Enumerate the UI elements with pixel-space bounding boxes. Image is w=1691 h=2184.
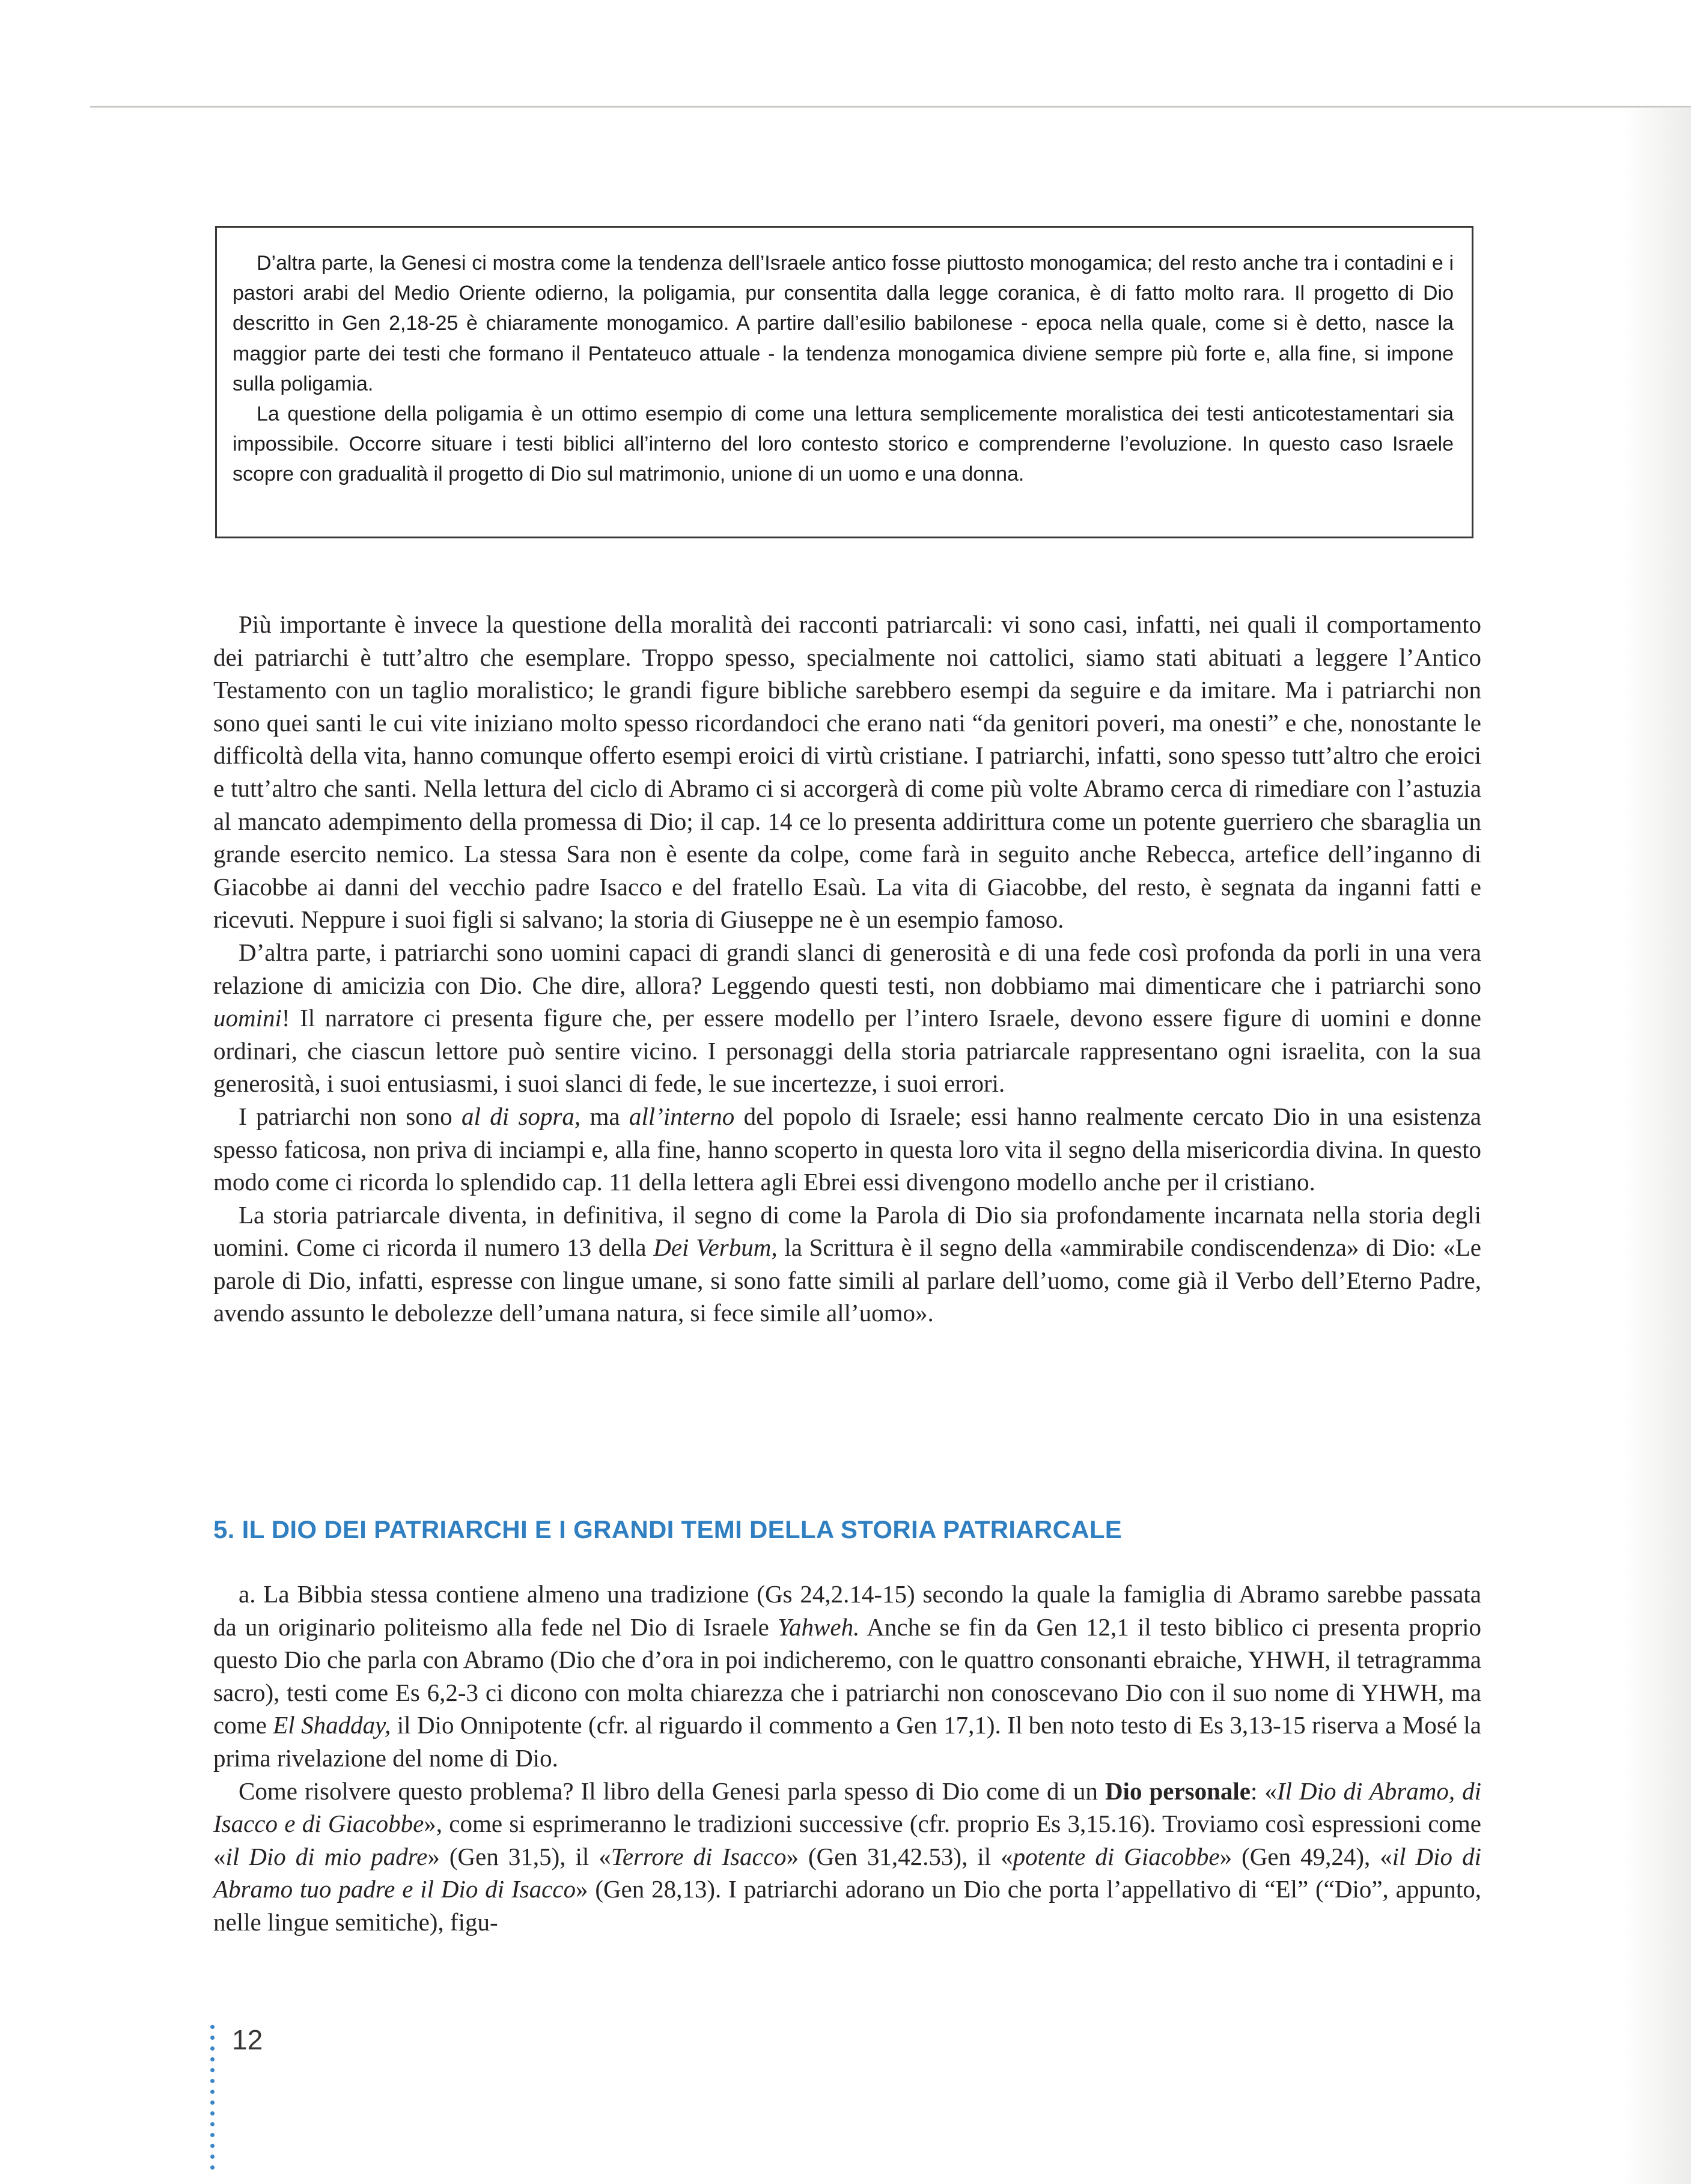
paragraph: a. La Bibbia stessa contiene almeno una tradizione (Gs 24,2.14-15) secondo la quale la famiglia di Abramo sarebbe passata da un originario politeismo alla fede nel Dio di Israele Yahweh. Anche se fin da Gen 12,1 il testo biblico ci presenta proprio questo Dio che parla con Abramo (Dio che d’ora in poi indicheremo, con le quattro consonanti ebraiche, YHWH, il tetragramma sacro), testi come Es 6,2-3 ci dicono con molta chiarezza che i patriarchi non conoscevano Dio con il suo nome di YHWH, ma come El Shadday, il Dio Onnipotente (cfr. al riguardo il commento a Gen 17,1). Il ben noto testo di Es 3,13-15 riserva a Mosé la prima rivelazione del nome di Dio. xyxy=(213,1580,1482,1772)
section-heading: 5. IL DIO DEI PATRIARCHI E I GRANDI TEMI DELLA STORIA PATRIARCALE xyxy=(213,1515,1123,1544)
page-fold-shadow xyxy=(1622,108,1691,2184)
paragraph: Come risolvere questo problema? Il libro della Genesi parla spesso di Dio come di un Dio personale: «Il Dio di Abramo, di Isacco e di Giacobbe», come si esprimeranno le tradizioni successive (cfr. proprio Es 3,15.16). Troviamo così espressioni come «il Dio di mio padre» (Gen 31,5), il «Terrore di Isacco» (Gen 31,42.53), il «potente di Giacobbe» (Gen 49,24), «il Dio di Abramo tuo padre e il Dio di Isacco» (Gen 28,13). I patriarchi adorano un Dio che porta l’appellativo di “El” (“Dio”, appunto, nelle lingue semitiche), figu- xyxy=(213,1777,1481,1936)
box-paragraph: La questione della poligamia è un ottimo esempio di come una lettura semplicemente moralistica dei testi anticotestamentari sia impossibile. Occorre situare i testi biblici all’interno del loro contesto storico e comprenderne l’evoluzione. In questo caso Israele scopre con gradualità il progetto di Dio sul matrimonio, unione di un uomo e una donna. xyxy=(233,403,1454,486)
scan-edge xyxy=(90,106,1691,108)
box-paragraph: D’altra parte, la Genesi ci mostra come la tendenza dell’Israele antico fosse piuttosto monogamica; del resto anche tra i contadini e i pastori arabi del Medio Oriente odierno, la poligamia, pur consentita dalla legge coranica, è di fatto molto rara. Il progetto di Dio descritto in Gen 2,18-25 è chiaramente monogamico. A partire dall’esilio babilonese - epoca nella quale, come si è detto, nasce la maggior parte dei testi che formano il Pentateuco attuale - la tendenza monogamica diviene sempre più forte e, alla fine, si impone sulla poligamia. xyxy=(233,252,1454,395)
page-number: 12 xyxy=(232,2024,263,2055)
page-dots-ornament xyxy=(210,2025,215,2176)
paragraph: I patriarchi non sono al di sopra, ma all’interno del popolo di Israele; essi hanno realmente cercato Dio in una esistenza spesso faticosa, non priva di inciampi e, alla fine, hanno scoperto in questa loro vita il segno della misericordia divina. In questo modo come ci ricorda lo splendido cap. 11 della lettera agli Ebrei essi divengono modello anche per il cristiano. xyxy=(213,1102,1481,1196)
paragraph: D’altra parte, i patriarchi sono uomini capaci di grandi slanci di generosità e di una fede così profonda da porli in una vera relazione di amicizia con Dio. Che dire, allora? Leggendo questi testi, non dobbiamo mai dimenticare che i patriarchi sono uomini! Il narratore ci presenta figure che, per essere modello per l’intero Israele, devono essere figure di uomini e donne ordinari, che ciascun lettore può sentire vicino. I personaggi della storia patriarcale rappresentano ogni israelita, con la sua generosità, i suoi entusiasmi, i suoi slanci di fede, le sue incertezze, i suoi errori. xyxy=(213,938,1481,1098)
section-text xyxy=(213,1578,1481,1939)
sidebar-box xyxy=(215,226,1473,538)
paragraph: La storia patriarcale diventa, in definitiva, il segno di come la Parola di Dio sia profondamente incarnata nella storia degli uomini. Come ci ricorda il numero 13 della Dei Verbum, la Scrittura è il segno della «ammirabile condiscendenza» di Dio: «Le parole di Dio, infatti, espresse con lingue umane, si sono fatte simili al parlare dell’uomo, come già il Verbo dell’Eterno Padre, avendo assunto le debolezze dell’umana natura, si fece simile all’uomo». xyxy=(213,1200,1481,1327)
paragraph: Più importante è invece la questione della moralità dei racconti patriarcali: vi sono casi, infatti, nei quali il comportamento dei patriarchi è tutt’altro che esemplare. Troppo spesso, specialmente noi cattolici, siamo stati abituati a leggere l’Antico Testamento con un taglio moralistico; le grandi figure bibliche sarebbero esempi da seguire e da imitare. Ma i patriarchi non sono quei santi le cui vite iniziano molto spesso ricordandoci che erano nati “da genitori poveri, ma onesti” e che, nonostante le difficoltà della vita, hanno comunque offerto esempi eroici di virtù cristiane. I patriarchi, infatti, sono spesso tutt’altro che eroici e tutt’altro che santi. Nella lettura del ciclo di Abramo ci si accorgerà di come più volte Abramo cerca di rimediare con l’astuzia al mancato adempimento della promessa di Dio; il cap. 14 ce lo presenta addirittura come un potente guerriero che sbaraglia un grande esercito nemico. La stessa Sara non è esente da colpe, come farà in seguito anche Rebecca, artefice dell’inganno di Giacobbe ai danni del vecchio padre Isacco e del fratello Esaù. La vita di Giacobbe, del resto, è segnata da inganni fatti e ricevuti. Neppure i suoi figli si salvano; la storia di Giuseppe ne è un esempio famoso. xyxy=(213,610,1481,934)
main-text xyxy=(213,608,1481,1330)
